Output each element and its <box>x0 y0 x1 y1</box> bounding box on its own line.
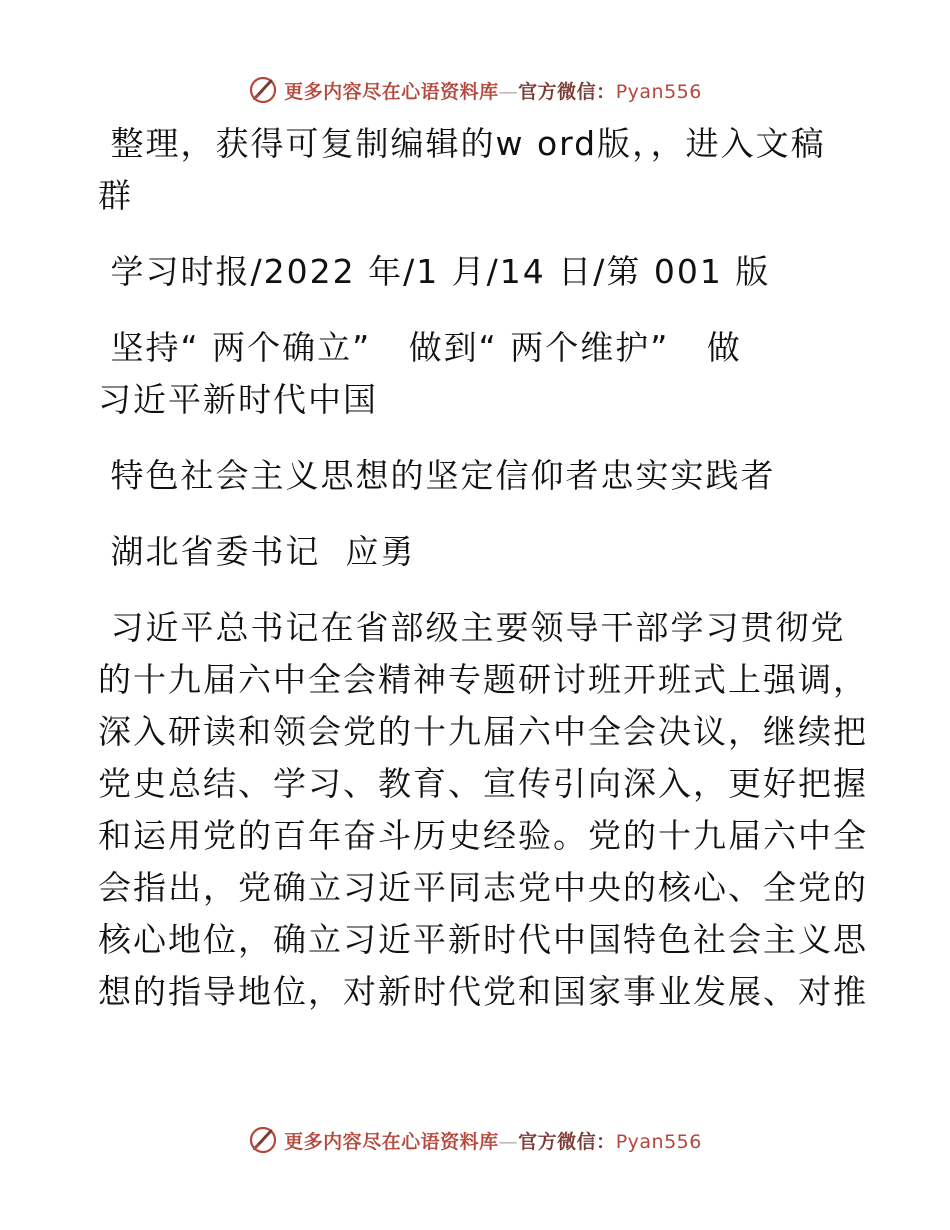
footer-watermark <box>0 1120 950 1160</box>
watermark-wechat-id: Pyan556 <box>615 1130 702 1153</box>
header-watermark <box>0 70 950 110</box>
intro-paragraph <box>98 118 850 222</box>
text-line: 群 <box>98 176 133 215</box>
text-line: 党史总结、学习、教育、宣传引向深入，更好把握 <box>98 764 868 803</box>
watermark-main: 更多内容尽在心语资料库 <box>284 80 499 103</box>
text-line: 特色社会主义思想的坚定信仰者忠实实践者 <box>98 456 776 495</box>
author-line <box>98 526 850 578</box>
watermark-main: 更多内容尽在心语资料库 <box>284 1130 499 1153</box>
article-title-continued <box>98 450 850 502</box>
text-line: 整理，获得可复制编辑的w ord版，，进入文稿 <box>98 124 826 163</box>
text-line: 习近平新时代中国 <box>98 380 378 419</box>
watermark-text <box>284 1127 702 1154</box>
text-line: 想的指导地位，对新时代党和国家事业发展、对推 <box>98 972 868 1011</box>
watermark-dash: — <box>498 80 519 103</box>
text-line: 习近平总书记在省部级主要领导干部学习贯彻党 <box>98 608 846 647</box>
text-line: 学习时报/2022 年/1 月/14 日/第 001 版 <box>98 252 771 291</box>
watermark-wechat-label: 官方微信： <box>518 80 616 103</box>
document-body <box>98 118 868 1018</box>
brush-pen-logo-icon <box>248 75 278 105</box>
text-line: 湖北省委书记 应勇 <box>98 532 416 571</box>
source-line <box>98 246 850 298</box>
watermark-wechat-id: Pyan556 <box>615 80 702 103</box>
text-line: 深入研读和领会党的十九届六中全会决议，继续把 <box>98 712 868 751</box>
body-paragraph <box>98 602 868 1018</box>
text-line: 会指出，党确立习近平同志党中央的核心、全党的 <box>98 868 868 907</box>
watermark-text <box>284 77 702 104</box>
watermark-wechat-label: 官方微信： <box>518 1130 616 1153</box>
watermark-dash: — <box>498 1130 519 1153</box>
text-line: 核心地位，确立习近平新时代中国特色社会主义思 <box>98 920 868 959</box>
text-line: 坚持“ 两个确立” 做到“ 两个维护” 做 <box>98 328 742 367</box>
brush-pen-logo-icon <box>248 1125 278 1155</box>
article-title <box>98 322 850 426</box>
text-line: 的十九届六中全会精神专题研讨班开班式上强调， <box>98 660 868 699</box>
text-line: 和运用党的百年奋斗历史经验。党的十九届六中全 <box>98 816 868 855</box>
